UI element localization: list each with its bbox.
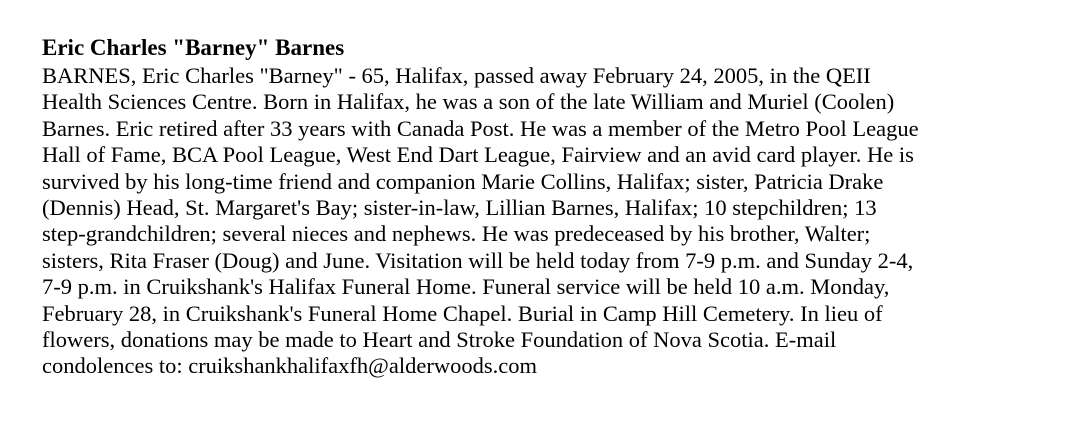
obituary-title: Eric Charles "Barney" Barnes bbox=[42, 35, 345, 60]
body-line: sisters, Rita Fraser (Doug) and June. Visitation will be held today from 7-9 p.m. and Sunday 2-4, bbox=[42, 247, 914, 273]
body-line: (Dennis) Head, St. Margaret's Bay; sister-in-law, Lillian Barnes, Halifax; 10 stepchildren; 13 bbox=[42, 195, 877, 221]
body-line: Health Sciences Centre. Born in Halifax, he was a son of the late William and Muriel (Coolen) bbox=[42, 89, 895, 115]
body-line: Barnes. Eric retired after 33 years with Canada Post. He was a member of the Metro Pool League bbox=[42, 115, 919, 141]
body-line-email: condolences to: cruikshankhalifaxfh@alderwoods.com bbox=[42, 353, 537, 379]
body-line: survived by his long-time friend and companion Marie Collins, Halifax; sister, Patricia Drake bbox=[42, 168, 884, 194]
body-line: flowers, donations may be made to Heart and Stroke Foundation of Nova Scotia. E-mail bbox=[42, 327, 837, 353]
obituary-body bbox=[42, 63, 1052, 380]
body-line: step-grandchildren; several nieces and nephews. He was predeceased by his brother, Walter; bbox=[42, 221, 871, 247]
body-line: 7-9 p.m. in Cruikshank's Halifax Funeral Home. Funeral service will be held 10 a.m. Monday, bbox=[42, 274, 890, 300]
body-line: February 28, in Cruikshank's Funeral Home Chapel. Burial in Camp Hill Cemetery. In lieu of bbox=[42, 300, 883, 326]
body-line: Hall of Fame, BCA Pool League, West End Dart League, Fairview and an avid card player. He is bbox=[42, 142, 914, 168]
body-line: BARNES, Eric Charles "Barney" - 65, Halifax, passed away February 24, 2005, in the QEII bbox=[42, 63, 871, 88]
obituary bbox=[42, 34, 1052, 380]
